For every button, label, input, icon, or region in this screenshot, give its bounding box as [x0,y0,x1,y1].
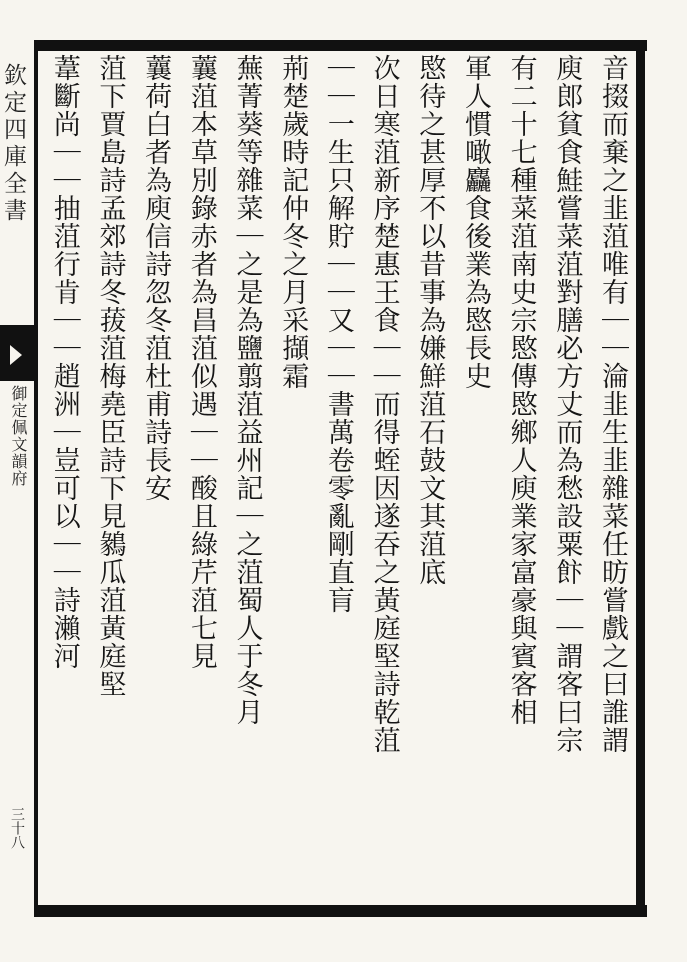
text-column: 菹下賈島詩孟郊詩冬菝菹梅堯臣詩下見鶨瓜菹黃庭堅 [94,54,126,698]
text-column: 蘘荷白者為庾信詩忽冬菹杜甫詩長安 [140,54,172,502]
text-column: ｜｜一生只解貯｜｜又｜｜書萬卷零亂剛直肓 [322,54,354,614]
text-column: 有二十七種菜菹南史宗愍傳愍鄉人庾業家富豪與賓客相 [505,54,537,726]
page-number: 三十八 [9,807,25,849]
text-column: 次日寒菹新序楚惠王食｜｜而得蛭因遂吞之黃庭堅詩乾菹 [368,54,400,754]
text-column: 蘘菹本草別錄赤者為昌菹似遇｜｜酸且綠芹菹七見 [185,54,217,670]
text-column: 庾郎貧食鮭嘗菜菹對膳必方丈而為愁設粟飰｜｜謂客曰宗 [551,54,583,754]
page-margin [0,55,34,900]
fish-tail-mark-icon [0,325,34,381]
frame-border-bottom [34,905,647,917]
frame-border-right [636,40,645,917]
text-column: 葦斷尚｜｜抽菹行肯｜｜趙洲｜豈可以｜｜詩瀨河 [48,54,80,670]
frame-border-top [34,40,647,51]
text-columns [40,54,634,902]
text-column: 蕪菁葵等雜菜｜之是為鹽翦菹益州記｜之菹蜀人于冬月 [231,54,263,726]
text-column: 荊楚歲時記仲冬之月采擷霜 [277,54,309,390]
text-column: 音掇而棄之韭菹唯有｜｜淪韭生韭雜菜任昉嘗戲之曰誰謂 [597,54,628,754]
book-title: 御定佩文韻府 [9,385,28,487]
text-column: 軍人慣噉麤食後業為愍長史 [459,54,491,390]
collection-title: 欽定四庫全書 [0,63,26,225]
frame-border-left [34,40,38,917]
text-column: 愍待之甚厚不以昔事為嫌鮮菹石鼓文其菹底 [414,54,446,586]
